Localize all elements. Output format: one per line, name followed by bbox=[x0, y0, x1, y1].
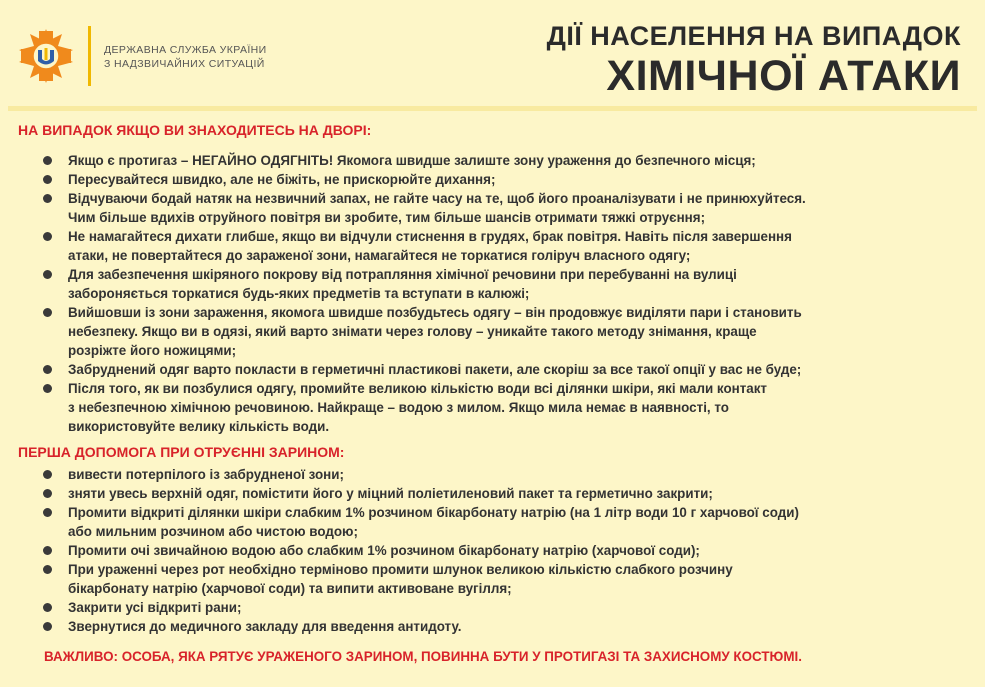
list-item-line: Забруднений одяг варто покласти в герметичні пластикові пакети, але скоріш за все такої опції у вас не буде; bbox=[68, 362, 802, 377]
list-item bbox=[18, 303, 973, 360]
list-item bbox=[18, 560, 973, 598]
list-item bbox=[18, 227, 973, 265]
list-item-line: розріжте його ножицями; bbox=[68, 343, 237, 358]
header-divider bbox=[88, 26, 91, 86]
list-item-line: зняти увесь верхній одяг, помістити його у міцний поліетиленовий пакет та герметично закрити; bbox=[68, 486, 713, 501]
list-item-line: бікарбонату натрію (харчової соди) та випити активоване вугілля; bbox=[68, 581, 512, 596]
outdoor-actions-list bbox=[18, 151, 973, 436]
agency-line-1: ДЕРЖАВНА СЛУЖБА УКРАЇНИ bbox=[104, 44, 267, 56]
list-item-line: атаки, не повертайтеся до зараженої зони, намагайтеся не торкатися голіруч власного одягу; bbox=[68, 248, 691, 263]
section-first-aid-title: ПЕРША ДОПОМОГА ПРИ ОТРУЄННІ ЗАРИНОМ: bbox=[18, 444, 345, 460]
list-item bbox=[18, 541, 973, 560]
list-item bbox=[18, 617, 973, 636]
list-item-line: Промити очі звичайною водою або слабким 1% розчином бікарбонату натрію (харчової соди); bbox=[68, 543, 700, 558]
list-item-line: Звернутися до медичного закладу для введення антидоту. bbox=[68, 619, 462, 634]
list-item-line: Для забезпечення шкіряного покрову від потрапляння хімічної речовини при перебуванні на вулиці bbox=[68, 267, 737, 282]
list-item bbox=[18, 503, 973, 541]
list-item bbox=[18, 465, 973, 484]
list-item bbox=[18, 151, 973, 170]
list-item-line: Якщо є протигаз – НЕГАЙНО ОДЯГНІТЬ! Якомога швидше залиште зону ураження до безпечного місця; bbox=[68, 153, 756, 168]
list-item-line: вивести потерпілого із забрудненої зони; bbox=[68, 467, 344, 482]
list-item-line: При ураженні через рот необхідно терміново промити шлунок великою кількістю слабкого розчину bbox=[68, 562, 733, 577]
first-aid-list bbox=[18, 465, 973, 636]
title-line-2: ХІМІЧНОЇ АТАКИ bbox=[606, 52, 961, 100]
list-item-line: Відчуваючи бодай натяк на незвичний запах, не гайте часу на те, щоб його проаналізувати і не принюхуйтеся. bbox=[68, 191, 806, 206]
agency-line-2: З НАДЗВИЧАЙНИХ СИТУАЦІЙ bbox=[104, 58, 265, 70]
list-item-line: Чим більше вдихів отруйного повітря ви зробите, тим більше шансів отримати тяжкі отруєння; bbox=[68, 210, 706, 225]
list-item bbox=[18, 484, 973, 503]
agency-name bbox=[104, 43, 267, 71]
header bbox=[0, 0, 985, 118]
list-item-line: Промити відкриті ділянки шкіри слабким 1% розчином бікарбонату натрію (на 1 літр води 10 г харчової соди) bbox=[68, 505, 799, 520]
list-item bbox=[18, 360, 973, 379]
list-item-line: забороняється торкатися будь-яких предметів та вступати в калюжі; bbox=[68, 286, 530, 301]
header-separator bbox=[8, 106, 977, 111]
list-item-line: Не намагайтеся дихати глибше, якщо ви відчули стиснення в грудях, брак повітря. Навіть після завершення bbox=[68, 229, 792, 244]
list-item-line: з небезпечною хімічною речовиною. Найкраще – водою з милом. Якщо мила немає в наявності, то bbox=[68, 400, 729, 415]
list-item bbox=[18, 265, 973, 303]
title-line-1: ДІЇ НАСЕЛЕННЯ НА ВИПАДОК bbox=[546, 21, 961, 51]
list-item bbox=[18, 189, 973, 227]
content bbox=[18, 120, 973, 666]
section-outdoor-title: НА ВИПАДОК ЯКЩО ВИ ЗНАХОДИТЕСЬ НА ДВОРІ: bbox=[18, 122, 372, 138]
list-item-line: небезпеку. Якщо ви в одязі, який варто знімати через голову – уникайте такого методу знімання, краще bbox=[68, 324, 757, 339]
important-note: ВАЖЛИВО: ОСОБА, ЯКА РЯТУЄ УРАЖЕНОГО ЗАРИНОМ, ПОВИННА БУТИ У ПРОТИГАЗІ ТА ЗАХИСНОМУ КОСТЮМІ. bbox=[44, 649, 802, 664]
list-item-line: Пересувайтеся швидко, але не біжіть, не прискорюйте дихання; bbox=[68, 172, 496, 187]
list-item-line: Закрити усі відкриті рани; bbox=[68, 600, 242, 615]
list-item bbox=[18, 379, 973, 436]
list-item-line: використовуйте велику кількість води. bbox=[68, 419, 330, 434]
list-item bbox=[18, 170, 973, 189]
list-item-line: Вийшовши із зони зараження, якомога швидше позбудьтесь одягу – він продовжує виділяти пари і становить bbox=[68, 305, 802, 320]
list-item-line: або мильним розчином або чистою водою; bbox=[68, 524, 358, 539]
page-title bbox=[547, 20, 961, 100]
list-item-line: Після того, як ви позбулися одягу, промийте великою кількістю води всі ділянки шкіри, які мали контакт bbox=[68, 381, 767, 396]
dsns-emblem-icon bbox=[18, 28, 74, 84]
list-item bbox=[18, 598, 973, 617]
